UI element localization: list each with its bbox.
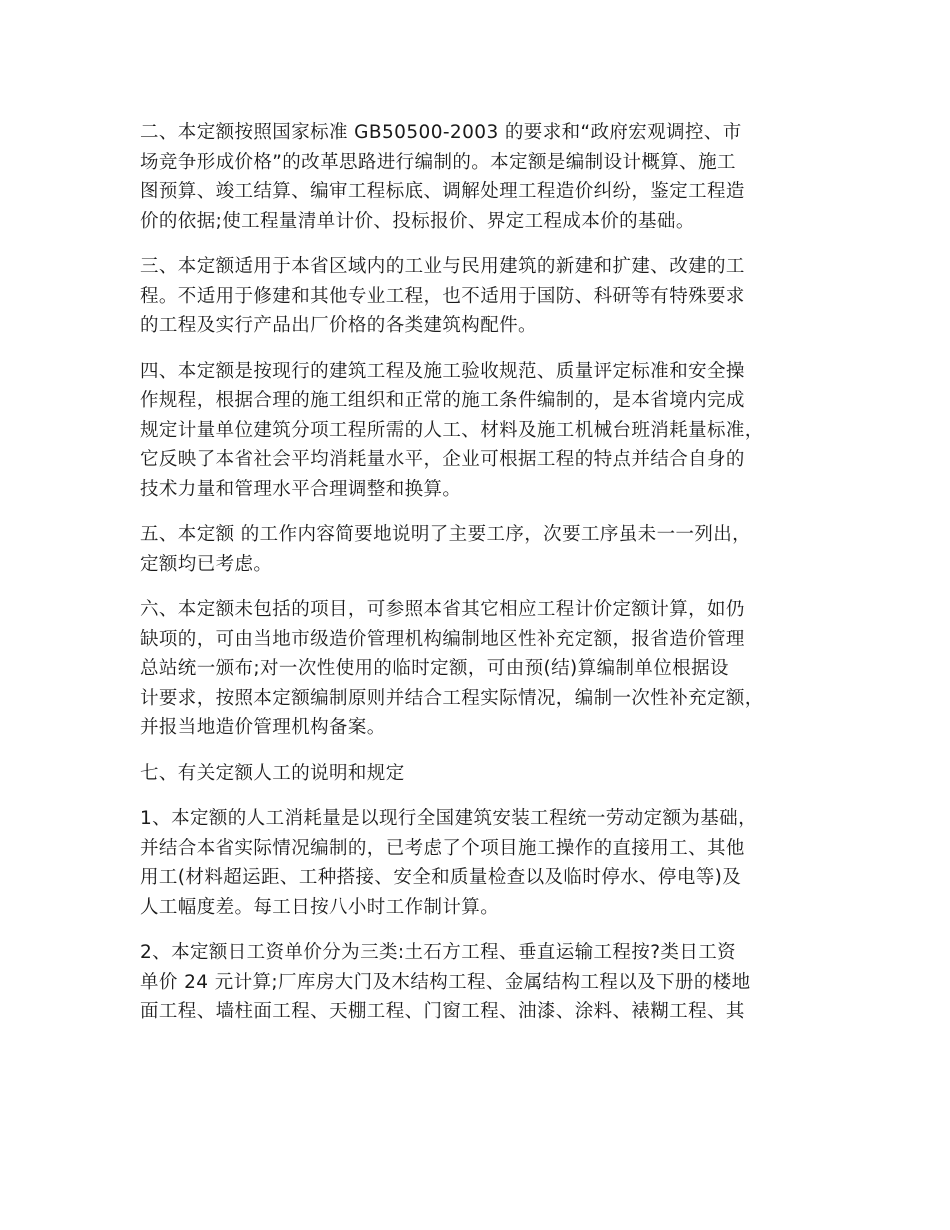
paragraph-line: 三、本定额适用于本省区域内的工业与民用建筑的新建和扩建、改建的工 xyxy=(140,256,745,277)
paragraph-line: 缺项的，可由当地市级造价管理机构编制地区性补充定额，报省造价管理 xyxy=(140,628,745,650)
paragraph-line: 规定计量单位建筑分项工程所需的人工、材料及施工机械台班消耗量标准， xyxy=(140,419,764,441)
document-body xyxy=(140,118,830,1043)
paragraph-line: 四、本定额是按现行的建筑工程及施工验收规范、质量评定标准和安全操 xyxy=(140,360,745,382)
paragraph-line: 价的依据;使工程量清单计价、投标报价、界定工程成本价的基础。 xyxy=(140,210,695,232)
paragraph xyxy=(140,595,830,743)
paragraph-line: 总站统一颁布;对一次性使用的临时定额，可由预(结)算编制单位根据设 xyxy=(140,658,729,679)
paragraph-line: 并结合本省实际情况编制的，已考虑了个项目施工操作的直接用工、其他 xyxy=(140,837,745,859)
paragraph-line: 面工程、墙柱面工程、天棚工程、门窗工程、油漆、涂料、裱糊工程、其 xyxy=(140,1001,745,1022)
paragraph-line: 技术力量和管理水平合理调整和换算。 xyxy=(140,478,462,500)
paragraph-line: 二、本定额按照国家标准 GB50500-2003 的要求和“政府宏观调控、市 xyxy=(140,122,742,143)
paragraph-line: 并报当地造价管理机构备案。 xyxy=(140,717,386,738)
paragraph-line: 图预算、竣工结算、编审工程标底、调解处理工程造价纠纷，鉴定工程造 xyxy=(140,181,745,202)
paragraph-line: 用工(材料超运距、工种搭接、安全和质量检查以及临时停水、停电等)及 xyxy=(140,867,742,888)
paragraph xyxy=(140,357,830,505)
paragraph-line: 1、本定额的人工消耗量是以现行全国建筑安装工程统一劳动定额为基础， xyxy=(140,808,757,829)
paragraph-line: 场竞争形成价格”的改革思路进行编制的。本定额是编制设计概算、施工 xyxy=(140,151,736,173)
paragraph-line: 程。不适用于修建和其他专业工程，也不适用于国防、科研等有特殊要求 xyxy=(140,285,745,307)
paragraph-line: 七、有关定额人工的说明和规定 xyxy=(140,762,405,784)
paragraph-line: 计要求，按照本定额编制原则并结合工程实际情况，编制一次性补充定额， xyxy=(140,687,764,709)
paragraph-line: 定额均已考虑。 xyxy=(140,553,273,575)
paragraph xyxy=(140,759,830,789)
paragraph-line: 六、本定额未包括的项目，可参照本省其它相应工程计价定额计算，如仍 xyxy=(140,599,745,620)
paragraph-line: 单价 24 元计算;厂库房大门及木结构工程、金属结构工程以及下册的楼地 xyxy=(140,971,751,993)
paragraph-line: 的工程及实行产品出厂价格的各类建筑构配件。 xyxy=(140,315,537,336)
paragraph xyxy=(140,804,830,922)
paragraph-line: 作规程，根据合理的施工组织和正常的施工条件编制的，是本省境内完成 xyxy=(140,390,745,411)
paragraph-line: 2、本定额日工资单价分为三类:土石方工程、垂直运输工程按?类日工资 xyxy=(140,942,737,963)
paragraph xyxy=(140,118,830,236)
paragraph xyxy=(140,938,830,1027)
paragraph-line: 五、本定额 的工作内容简要地说明了主要工序，次要工序虽未一一列出， xyxy=(140,524,752,545)
paragraph xyxy=(140,252,830,341)
paragraph-line: 人工幅度差。每工日按八小时工作制计算。 xyxy=(140,896,500,918)
paragraph xyxy=(140,520,830,579)
paragraph-line: 它反映了本省社会平均消耗量水平，企业可根据工程的特点并结合自身的 xyxy=(140,449,745,470)
